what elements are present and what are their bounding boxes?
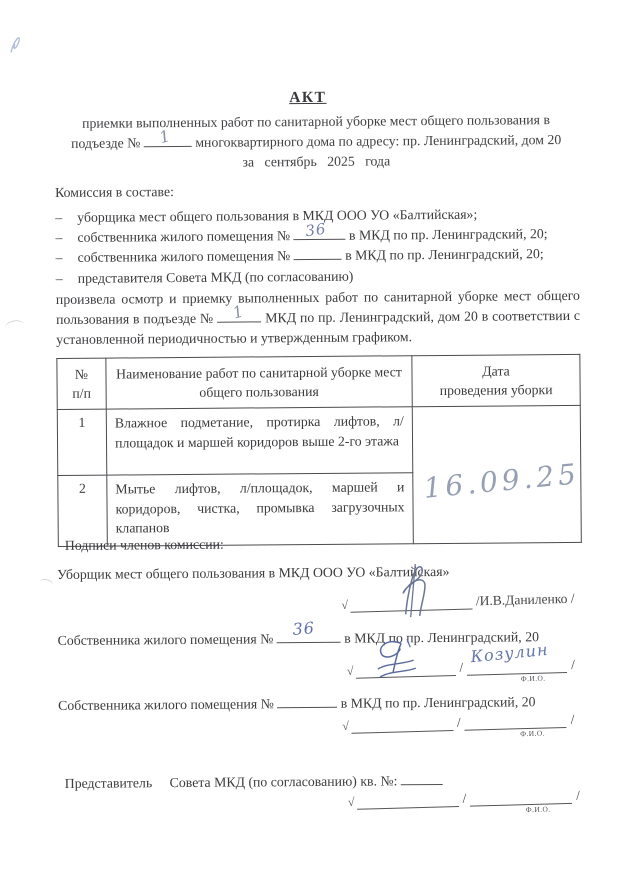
check-mark: √ <box>346 663 354 678</box>
apartment-number-blank-empty <box>294 246 342 260</box>
header-date: Дата проведения уборки <box>412 354 580 406</box>
owner2-signature-line <box>342 709 579 739</box>
list-item-text: собственника жилого помещения № в МКД по пр. Ленинградский, 20; <box>77 246 544 266</box>
work-description: Мытье лифтов, л/площадок, маршей и коридоров, чистка, промывка загрузочных клапанов <box>107 473 414 546</box>
handwritten-owner-name: Козулин <box>470 639 550 667</box>
name-blank <box>464 712 566 739</box>
row-number: 1 <box>57 409 107 475</box>
page-title-text: АКТ <box>289 88 327 107</box>
list-dash: – <box>55 250 63 266</box>
handwritten-apartment-number: 36 <box>304 219 328 241</box>
check-mark: √ <box>342 718 350 734</box>
check-mark: √ <box>347 794 355 809</box>
signatures-heading: Подписи членов комиссии: <box>64 536 224 553</box>
cleaner-label: Уборщик мест общего пользования в МКД ООО УО «Балтийская» <box>57 563 450 582</box>
row-number: 2 <box>58 475 108 546</box>
signature-blank <box>356 791 458 810</box>
signature-blank <box>355 660 455 679</box>
slash-separator: / <box>575 787 581 803</box>
name-blank <box>470 788 572 815</box>
check-mark: √ <box>341 597 349 612</box>
list-item: – представителя Совета МКД (по согласованию) <box>56 264 582 288</box>
slash-separator: / <box>570 656 576 672</box>
commission-heading: Комиссия в составе: <box>55 184 174 200</box>
representative-apartment-blank <box>401 771 443 785</box>
inspection-paragraph: произвела осмотр и приемку выполненных работ по санитарной уборке мест общего пользования в подъезде № 1 МКД по пр. Ленинградский, дом 20 в соответствии с установленной периодичностью и утвержденным графиком. <box>55 287 581 347</box>
slash-separator: / <box>459 659 464 675</box>
apartment-number-blank-empty-signature <box>277 694 337 708</box>
works-table-container <box>56 354 581 547</box>
works-table <box>56 354 581 547</box>
slash-separator: / <box>456 714 461 730</box>
representative-label: Представитель Совета МКД (по согласованию) кв. №: <box>65 771 443 792</box>
intro-line1: приемки выполненных работ по санитарной уборке мест общего пользования в <box>82 112 550 131</box>
handwritten-entrance-number-2: 1 <box>230 301 246 323</box>
owner1-label: Собственника жилого помещения № 36 в МКД по пр. Ленинградский, 20 <box>57 618 540 648</box>
header-work-description: Наименование работ по санитарной уборке мест общего пользования <box>106 356 412 409</box>
slash-separator: / <box>570 711 575 727</box>
list-dash: – <box>55 270 63 286</box>
scan-artifact-arc <box>4 319 26 335</box>
intro-period: за сентябрь 2025 года <box>242 153 391 170</box>
cleaner-name: /И.В.Даниленко / <box>475 590 575 609</box>
apartment-number-blank <box>293 219 345 241</box>
cleaning-date-cell <box>412 405 581 543</box>
entrance-number-blank-2 <box>217 301 261 323</box>
handwritten-entrance-number: 1 <box>157 126 173 148</box>
intro-line2: подъезде № 1 многоквартирного дома по адресу: пр. Ленинградский, дом 20 <box>71 126 562 151</box>
handwritten-apartment-number-signature: 36 <box>292 618 316 639</box>
name-blank <box>467 639 567 684</box>
scan-artifact-arc <box>38 578 54 591</box>
fio-label: Ф.И.О. <box>520 728 546 739</box>
list-dash: – <box>55 209 63 225</box>
slash-separator: / <box>462 790 467 806</box>
page-title <box>0 87 618 110</box>
work-description: Влажное подметание, протирка лифтов, л/площадок и маршей коридоров выше 2-го этажа <box>106 407 413 475</box>
entrance-number-blank <box>144 126 192 148</box>
list-item: – уборщика мест общего пользования в МКД ООО УО «Балтийская»; <box>55 204 581 228</box>
commission-list <box>55 204 582 289</box>
list-item-text: собственника жилого помещения № 36 в МКД по пр. Ленинградский, 20; <box>77 219 548 246</box>
owner1-signature-line <box>346 639 580 684</box>
fio-label: Ф.И.О. <box>520 673 546 684</box>
header-number: № п/п <box>57 358 106 409</box>
intro-paragraph <box>49 110 582 174</box>
table-header-row <box>57 354 580 409</box>
handwritten-cleaning-date: 16.09.25 <box>422 457 582 505</box>
blue-ink-scan-artifact <box>4 30 28 58</box>
apartment-number-blank-signature <box>277 618 341 644</box>
fio-label: Ф.И.О. <box>525 804 551 815</box>
table-row <box>57 405 581 475</box>
owner2-label: Собственника жилого помещения № в МКД по пр. Ленинградский, 20 <box>58 694 536 713</box>
cleaner-signature-line <box>341 588 575 613</box>
list-item <box>55 244 581 268</box>
signature-blank <box>350 593 472 612</box>
signature-blank <box>351 715 453 734</box>
list-dash: – <box>55 230 63 246</box>
